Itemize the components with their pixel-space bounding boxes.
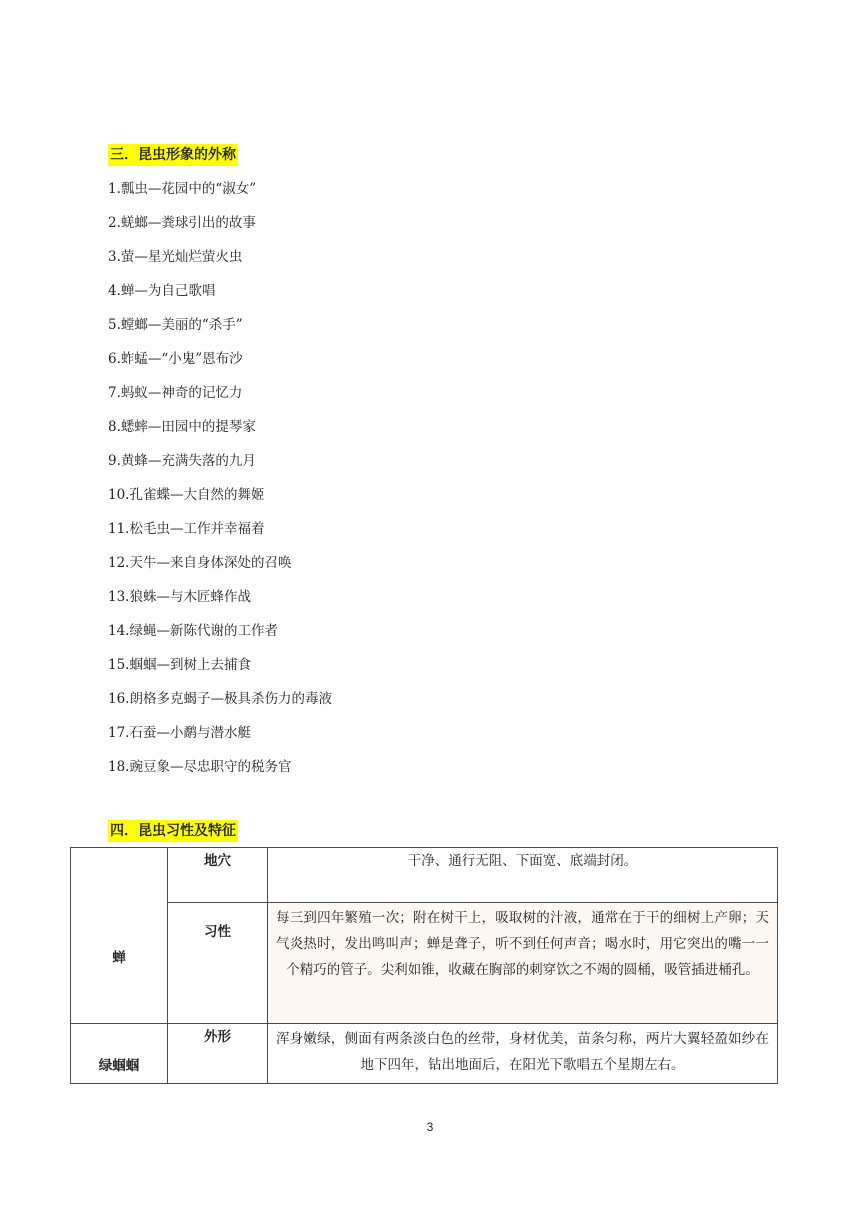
list-item: 18.豌豆象—尽忠职守的税务官 <box>108 759 292 775</box>
section-3-heading: 三．昆虫形象的外称 <box>108 144 238 166</box>
table-row <box>71 1024 778 1084</box>
list-item: 16.朗格多克蝎子—极具杀伤力的毒液 <box>108 691 332 707</box>
list-item: 11.松毛虫—工作并幸福着 <box>108 521 265 537</box>
list-item: 15.蝈蝈—到树上去捕食 <box>108 657 251 673</box>
list-item: 7.蚂蚁—神奇的记忆力 <box>108 385 243 401</box>
list-item: 8.蟋蟀—田园中的提琴家 <box>108 419 256 435</box>
attribute-label: 外形 <box>168 1024 268 1084</box>
attribute-label: 地穴 <box>168 848 268 903</box>
list-item: 12.天牛—来自身体深处的召唤 <box>108 555 292 571</box>
insect-name-katydid: 绿蝈蝈 <box>71 1024 168 1084</box>
list-item: 14.绿蝇—新陈代谢的工作者 <box>108 623 278 639</box>
list-item: 3.萤—星光灿烂萤火虫 <box>108 249 243 265</box>
list-item: 1.瓢虫—花园中的“淑女” <box>108 181 257 197</box>
insect-title-list <box>108 178 332 790</box>
page-number: 3 <box>426 1120 434 1134</box>
attribute-text: 浑身嫩绿，侧面有两条淡白色的丝带，身材优美，苗条匀称，两片大翼轻盈如纱在地下四年，钻出地面后，在阳光下歌唱五个星期左右。 <box>268 1024 778 1084</box>
section-4-heading: 四．昆虫习性及特征 <box>108 820 238 842</box>
table-row <box>71 848 778 903</box>
list-item: 9.黄蜂—充满失落的九月 <box>108 453 256 469</box>
list-item: 5.螳螂—美丽的“杀手” <box>108 317 243 333</box>
table-row <box>71 903 778 1024</box>
attribute-label: 习性 <box>168 903 268 1024</box>
list-item: 6.蚱蜢—“小鬼”恩布沙 <box>108 351 243 367</box>
attribute-text: 干净、通行无阻、下面宽、底端封闭。 <box>268 848 778 903</box>
list-item: 17.石蚕—小鹬与潜水艇 <box>108 725 251 741</box>
list-item: 10.孔雀蝶—大自然的舞姬 <box>108 487 265 503</box>
attribute-text: 每三到四年繁殖一次；附在树干上，吸取树的汁液，通常在于干的细树上产卵；天气炎热时，发出鸣叫声；蝉是聋子，听不到任何声音；喝水时，用它突出的嘴一一个精巧的管子。尖利如锥，收藏在胸部的刺穿饮之不竭的圆桶，吸管插进桶孔。 <box>268 903 778 1024</box>
insect-name-cicada: 蝉 <box>71 848 168 1024</box>
insect-habits-table <box>70 847 778 1084</box>
list-item: 13.狼蛛—与木匠蜂作战 <box>108 589 251 605</box>
list-item: 4.蝉—为自己歌唱 <box>108 283 216 299</box>
list-item: 2.蜣螂—粪球引出的故事 <box>108 215 256 231</box>
